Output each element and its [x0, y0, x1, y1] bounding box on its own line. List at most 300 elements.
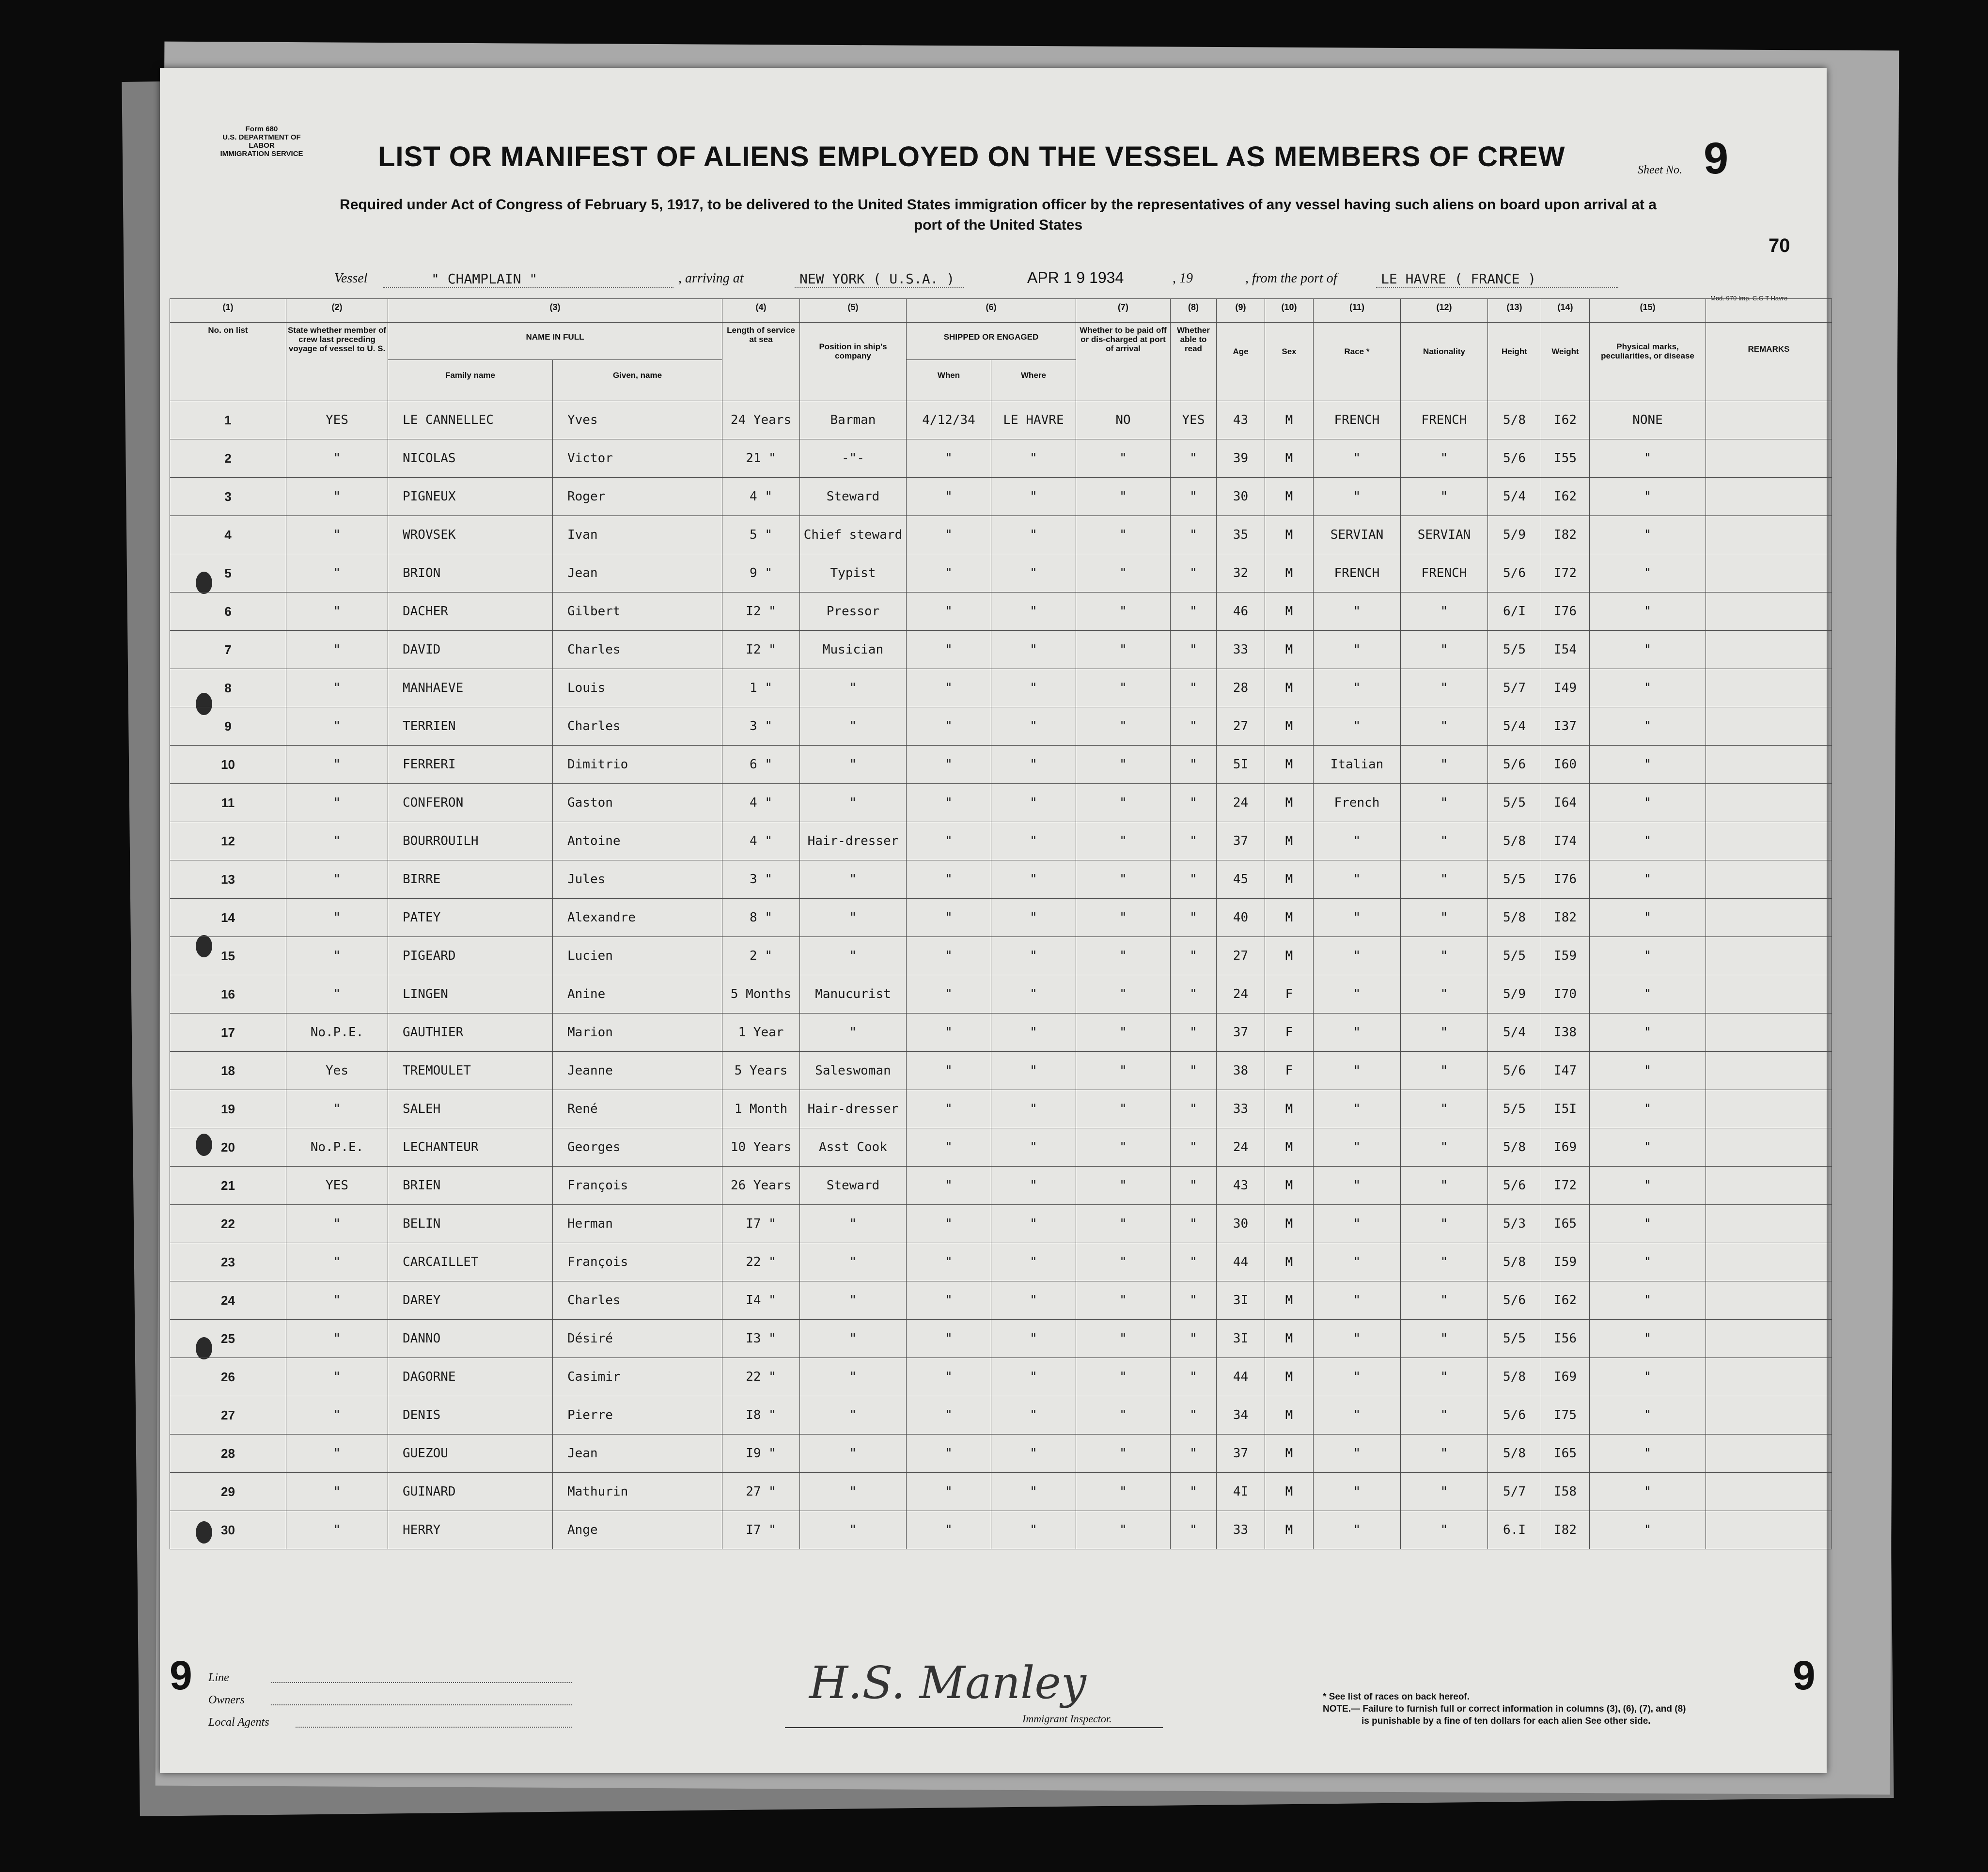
physical-marks-cell: " — [1590, 1052, 1706, 1090]
header-paid-off: Whether to be paid off or dis-charged at port of arrival — [1076, 323, 1171, 401]
height-cell: 6/I — [1488, 593, 1541, 631]
age-cell: 33 — [1217, 1090, 1265, 1128]
when-cell: 4/12/34 — [907, 401, 991, 439]
length-service-cell: 4 " — [722, 784, 800, 822]
given-name-cell: Alexandre — [553, 899, 722, 937]
sheet-number-label: Sheet No. — [1638, 164, 1682, 176]
race-cell: " — [1314, 1511, 1401, 1549]
physical-marks-cell: " — [1590, 1320, 1706, 1358]
signature-line — [785, 1727, 1163, 1728]
remarks-cell — [1706, 1473, 1832, 1511]
sex-cell: M — [1265, 1090, 1314, 1128]
height-cell: 5/9 — [1488, 975, 1541, 1014]
paid-off-cell: " — [1076, 478, 1171, 516]
row-number: 27 — [170, 1396, 286, 1435]
row-number: 17 — [170, 1014, 286, 1052]
row-number: 19 — [170, 1090, 286, 1128]
table-row — [170, 1052, 1832, 1090]
when-cell: " — [907, 937, 991, 975]
able-read-cell: " — [1171, 822, 1217, 860]
row-number: 6 — [170, 593, 286, 631]
age-cell: 24 — [1217, 975, 1265, 1014]
where-cell: " — [991, 1243, 1076, 1281]
subtitle-line-1: Required under Act of Congress of February 5, 1917, to be delivered to the United States immigration officer by the representatives of any vessel having such aliens on board upon arrival at a — [340, 197, 1657, 213]
physical-marks-cell: " — [1590, 478, 1706, 516]
age-cell: 38 — [1217, 1052, 1265, 1090]
row-number: 5 — [170, 554, 286, 593]
nationality-cell: " — [1401, 975, 1488, 1014]
nationality-cell: FRENCH — [1401, 401, 1488, 439]
sex-cell: F — [1265, 1052, 1314, 1090]
header-where: Where — [991, 360, 1076, 401]
nationality-cell: " — [1401, 478, 1488, 516]
row-number: 13 — [170, 860, 286, 899]
inspector-label: Immigrant Inspector. — [1022, 1713, 1112, 1725]
position-cell: " — [800, 1320, 907, 1358]
family-name-cell: CARCAILLET — [388, 1243, 553, 1281]
sex-cell: M — [1265, 516, 1314, 554]
form-department: U.S. DEPARTMENT OF LABOR — [222, 133, 301, 150]
when-cell: " — [907, 478, 991, 516]
column-number-blank — [1706, 299, 1832, 323]
race-cell: " — [1314, 899, 1401, 937]
last-voyage-cell: " — [286, 975, 388, 1014]
given-name-cell: René — [553, 1090, 722, 1128]
table-row — [170, 1090, 1832, 1128]
race-cell: " — [1314, 669, 1401, 707]
last-voyage-cell: " — [286, 1511, 388, 1549]
given-name-cell: Pierre — [553, 1396, 722, 1435]
given-name-cell: Charles — [553, 631, 722, 669]
height-cell: 5/4 — [1488, 707, 1541, 746]
column-number: (12) — [1401, 299, 1488, 323]
race-cell: French — [1314, 784, 1401, 822]
when-cell: " — [907, 784, 991, 822]
height-cell: 5/8 — [1488, 1358, 1541, 1396]
age-cell: 44 — [1217, 1358, 1265, 1396]
where-cell: " — [991, 975, 1076, 1014]
header-length-service: Length of service at sea — [722, 323, 800, 401]
length-service-cell: 6 " — [722, 746, 800, 784]
where-cell: " — [991, 1358, 1076, 1396]
where-cell: " — [991, 1435, 1076, 1473]
table-row — [170, 1396, 1832, 1435]
position-cell: -"- — [800, 439, 907, 478]
header-race: Race * — [1314, 323, 1401, 401]
last-voyage-cell: " — [286, 439, 388, 478]
given-name-cell: Gaston — [553, 784, 722, 822]
height-cell: 5/6 — [1488, 1396, 1541, 1435]
remarks-cell — [1706, 401, 1832, 439]
weight-cell: I64 — [1541, 784, 1590, 822]
weight-cell: I60 — [1541, 746, 1590, 784]
last-voyage-cell: " — [286, 554, 388, 593]
last-voyage-cell: YES — [286, 1167, 388, 1205]
family-name-cell: BELIN — [388, 1205, 553, 1243]
row-number: 2 — [170, 439, 286, 478]
physical-marks-cell: NONE — [1590, 401, 1706, 439]
remarks-cell — [1706, 860, 1832, 899]
weight-cell: I58 — [1541, 1473, 1590, 1511]
table-row — [170, 746, 1832, 784]
remarks-cell — [1706, 1396, 1832, 1435]
position-cell: " — [800, 860, 907, 899]
column-number: (15) — [1590, 299, 1706, 323]
able-read-cell: " — [1171, 554, 1217, 593]
page-count: 70 — [1769, 235, 1790, 256]
height-cell: 5/8 — [1488, 899, 1541, 937]
penalty-note-1: NOTE.— Failure to furnish full or correct information in columns (3), (6), (7), and (8) — [1323, 1704, 1686, 1714]
height-cell: 5/6 — [1488, 554, 1541, 593]
age-cell: 27 — [1217, 707, 1265, 746]
when-cell: " — [907, 707, 991, 746]
race-cell: " — [1314, 1358, 1401, 1396]
table-row — [170, 1167, 1832, 1205]
position-cell: Pressor — [800, 593, 907, 631]
given-name-cell: Antoine — [553, 822, 722, 860]
where-cell: " — [991, 707, 1076, 746]
remarks-cell — [1706, 516, 1832, 554]
when-cell: " — [907, 975, 991, 1014]
nationality-cell: " — [1401, 707, 1488, 746]
race-cell: " — [1314, 1243, 1401, 1281]
paid-off-cell: " — [1076, 1320, 1171, 1358]
last-voyage-cell: YES — [286, 401, 388, 439]
remarks-cell — [1706, 975, 1832, 1014]
race-cell: " — [1314, 631, 1401, 669]
year-label: , 19 — [1173, 271, 1193, 286]
length-service-cell: 10 Years — [722, 1128, 800, 1167]
family-name-cell: GUINARD — [388, 1473, 553, 1511]
race-cell: " — [1314, 937, 1401, 975]
length-service-cell: 22 " — [722, 1243, 800, 1281]
height-cell: 5/5 — [1488, 860, 1541, 899]
table-row — [170, 1358, 1832, 1396]
physical-marks-cell: " — [1590, 784, 1706, 822]
height-cell: 5/3 — [1488, 1205, 1541, 1243]
header-shipped: SHIPPED OR ENGAGED — [907, 323, 1076, 360]
age-cell: 35 — [1217, 516, 1265, 554]
arrival-date-stamp: APR 1 9 1934 — [1027, 269, 1124, 286]
remarks-cell — [1706, 1128, 1832, 1167]
race-cell: " — [1314, 860, 1401, 899]
able-read-cell: " — [1171, 1014, 1217, 1052]
when-cell: " — [907, 1167, 991, 1205]
header-last-voyage: State whether member of crew last preceding voyage of vessel to U. S. — [286, 323, 388, 401]
position-cell: " — [800, 746, 907, 784]
nationality-cell: " — [1401, 631, 1488, 669]
row-number: 14 — [170, 899, 286, 937]
weight-cell: I62 — [1541, 401, 1590, 439]
paid-off-cell: " — [1076, 937, 1171, 975]
table-row — [170, 1243, 1832, 1281]
physical-marks-cell: " — [1590, 937, 1706, 975]
remarks-cell — [1706, 478, 1832, 516]
given-name-cell: Jean — [553, 554, 722, 593]
remarks-cell — [1706, 439, 1832, 478]
able-read-cell: " — [1171, 1358, 1217, 1396]
column-number: (2) — [286, 299, 388, 323]
paid-off-cell: " — [1076, 1473, 1171, 1511]
remarks-cell — [1706, 899, 1832, 937]
race-cell: " — [1314, 1014, 1401, 1052]
sex-cell: M — [1265, 593, 1314, 631]
able-read-cell: " — [1171, 516, 1217, 554]
last-voyage-cell: " — [286, 746, 388, 784]
sex-cell: M — [1265, 478, 1314, 516]
line-underline — [271, 1682, 572, 1683]
paid-off-cell: " — [1076, 1243, 1171, 1281]
table-row — [170, 1435, 1832, 1473]
header-no-on-list: No. on list — [170, 323, 286, 401]
able-read-cell: " — [1171, 937, 1217, 975]
from-underline — [1376, 287, 1618, 288]
when-cell: " — [907, 439, 991, 478]
table-row — [170, 822, 1832, 860]
agents-label: Local Agents — [208, 1716, 269, 1729]
sex-cell: M — [1265, 1396, 1314, 1435]
sex-cell: M — [1265, 899, 1314, 937]
age-cell: 37 — [1217, 822, 1265, 860]
race-cell: " — [1314, 1167, 1401, 1205]
physical-marks-cell: " — [1590, 1014, 1706, 1052]
length-service-cell: I8 " — [722, 1396, 800, 1435]
nationality-cell: " — [1401, 1281, 1488, 1320]
header-age: Age — [1217, 323, 1265, 401]
where-cell: " — [991, 1167, 1076, 1205]
sex-cell: M — [1265, 1281, 1314, 1320]
remarks-cell — [1706, 1243, 1832, 1281]
family-name-cell: DENIS — [388, 1396, 553, 1435]
given-name-cell: François — [553, 1167, 722, 1205]
row-number: 12 — [170, 822, 286, 860]
given-name-cell: Charles — [553, 1281, 722, 1320]
paid-off-cell: " — [1076, 631, 1171, 669]
nationality-cell: " — [1401, 1243, 1488, 1281]
where-cell: " — [991, 1014, 1076, 1052]
where-cell: " — [991, 439, 1076, 478]
row-number: 15 — [170, 937, 286, 975]
age-cell: 3I — [1217, 1281, 1265, 1320]
sex-cell: M — [1265, 746, 1314, 784]
remarks-cell — [1706, 1358, 1832, 1396]
able-read-cell: " — [1171, 860, 1217, 899]
length-service-cell: 5 " — [722, 516, 800, 554]
weight-cell: I59 — [1541, 937, 1590, 975]
where-cell: " — [991, 1205, 1076, 1243]
position-cell: " — [800, 1511, 907, 1549]
given-name-cell: Anine — [553, 975, 722, 1014]
when-cell: " — [907, 1052, 991, 1090]
paid-off-cell: " — [1076, 1052, 1171, 1090]
last-voyage-cell: " — [286, 593, 388, 631]
able-read-cell: " — [1171, 899, 1217, 937]
race-cell: " — [1314, 1396, 1401, 1435]
arriving-port: NEW YORK ( U.S.A. ) — [799, 271, 955, 287]
paid-off-cell: " — [1076, 1435, 1171, 1473]
page-subtitle — [213, 195, 1783, 235]
physical-marks-cell: " — [1590, 1243, 1706, 1281]
weight-cell: I49 — [1541, 669, 1590, 707]
physical-marks-cell: " — [1590, 822, 1706, 860]
family-name-cell: HERRY — [388, 1511, 553, 1549]
able-read-cell: " — [1171, 439, 1217, 478]
table-row — [170, 401, 1832, 439]
arriving-label: , arriving at — [678, 271, 744, 286]
length-service-cell: 24 Years — [722, 401, 800, 439]
column-number: (5) — [800, 299, 907, 323]
table-row — [170, 439, 1832, 478]
length-service-cell: 26 Years — [722, 1167, 800, 1205]
sheet-number-block — [1638, 133, 1728, 184]
row-number: 20 — [170, 1128, 286, 1167]
remarks-cell — [1706, 1320, 1832, 1358]
physical-marks-cell: " — [1590, 631, 1706, 669]
last-voyage-cell: " — [286, 1281, 388, 1320]
weight-cell: I75 — [1541, 1396, 1590, 1435]
length-service-cell: 27 " — [722, 1473, 800, 1511]
race-cell: " — [1314, 439, 1401, 478]
paid-off-cell: " — [1076, 1511, 1171, 1549]
weight-cell: I37 — [1541, 707, 1590, 746]
inspector-signature: H.S. Manley — [809, 1657, 1086, 1709]
age-cell: 37 — [1217, 1435, 1265, 1473]
table-row — [170, 707, 1832, 746]
sex-cell: M — [1265, 822, 1314, 860]
age-cell: 24 — [1217, 1128, 1265, 1167]
row-number: 11 — [170, 784, 286, 822]
footer-fields — [208, 1671, 644, 1738]
able-read-cell: " — [1171, 784, 1217, 822]
row-number: 28 — [170, 1435, 286, 1473]
when-cell: " — [907, 1128, 991, 1167]
age-cell: 40 — [1217, 899, 1265, 937]
able-read-cell: " — [1171, 1090, 1217, 1128]
arriving-underline — [795, 287, 964, 288]
remarks-cell — [1706, 1281, 1832, 1320]
race-cell: FRENCH — [1314, 554, 1401, 593]
where-cell: " — [991, 1128, 1076, 1167]
table-row — [170, 1320, 1832, 1358]
position-cell: Steward — [800, 1167, 907, 1205]
manifest-rows — [170, 401, 1832, 1549]
position-cell: " — [800, 899, 907, 937]
header-height: Height — [1488, 323, 1541, 401]
last-voyage-cell: " — [286, 516, 388, 554]
sex-cell: F — [1265, 975, 1314, 1014]
table-row — [170, 516, 1832, 554]
position-cell: Chief steward — [800, 516, 907, 554]
where-cell: " — [991, 631, 1076, 669]
when-cell: " — [907, 1396, 991, 1435]
column-number: (4) — [722, 299, 800, 323]
family-name-cell: SALEH — [388, 1090, 553, 1128]
paid-off-cell: " — [1076, 1358, 1171, 1396]
corner-number-right: 9 — [1793, 1653, 1816, 1698]
paid-off-cell: " — [1076, 899, 1171, 937]
paid-off-cell: " — [1076, 1281, 1171, 1320]
row-number: 24 — [170, 1281, 286, 1320]
races-note: * See list of races on back hereof. — [1323, 1692, 1470, 1702]
weight-cell: I72 — [1541, 1167, 1590, 1205]
physical-marks-cell: " — [1590, 707, 1706, 746]
nationality-cell: " — [1401, 439, 1488, 478]
length-service-cell: 9 " — [722, 554, 800, 593]
height-cell: 5/8 — [1488, 401, 1541, 439]
height-cell: 5/6 — [1488, 1281, 1541, 1320]
column-number: (3) — [388, 299, 722, 323]
race-cell: " — [1314, 1052, 1401, 1090]
row-number: 8 — [170, 669, 286, 707]
height-cell: 5/8 — [1488, 1435, 1541, 1473]
length-service-cell: 3 " — [722, 707, 800, 746]
family-name-cell: DAREY — [388, 1281, 553, 1320]
nationality-cell: " — [1401, 593, 1488, 631]
family-name-cell: CONFERON — [388, 784, 553, 822]
table-row — [170, 899, 1832, 937]
length-service-cell: 4 " — [722, 822, 800, 860]
length-service-cell: I9 " — [722, 1435, 800, 1473]
column-number-row — [170, 299, 1832, 323]
position-cell: " — [800, 1281, 907, 1320]
where-cell: " — [991, 822, 1076, 860]
height-cell: 5/6 — [1488, 746, 1541, 784]
sex-cell: M — [1265, 1435, 1314, 1473]
when-cell: " — [907, 1473, 991, 1511]
nationality-cell: " — [1401, 937, 1488, 975]
weight-cell: I76 — [1541, 860, 1590, 899]
last-voyage-cell: " — [286, 1243, 388, 1281]
given-name-cell: Mathurin — [553, 1473, 722, 1511]
race-cell: " — [1314, 593, 1401, 631]
row-number: 7 — [170, 631, 286, 669]
weight-cell: I59 — [1541, 1243, 1590, 1281]
race-cell: " — [1314, 707, 1401, 746]
able-read-cell: " — [1171, 1128, 1217, 1167]
row-number: 23 — [170, 1243, 286, 1281]
sex-cell: M — [1265, 1205, 1314, 1243]
table-row — [170, 1511, 1832, 1549]
physical-marks-cell: " — [1590, 1281, 1706, 1320]
given-name-cell: Gilbert — [553, 593, 722, 631]
age-cell: 5I — [1217, 746, 1265, 784]
nationality-cell: " — [1401, 860, 1488, 899]
position-cell: " — [800, 1473, 907, 1511]
position-cell: Asst Cook — [800, 1128, 907, 1167]
header-position: Position in ship's company — [800, 323, 907, 401]
when-cell: " — [907, 899, 991, 937]
vessel-label: Vessel — [334, 271, 368, 286]
when-cell: " — [907, 1243, 991, 1281]
form-number: Form 680 — [245, 125, 278, 133]
race-cell: " — [1314, 1205, 1401, 1243]
given-name-cell: Ange — [553, 1511, 722, 1549]
position-cell: " — [800, 1014, 907, 1052]
race-cell: " — [1314, 1473, 1401, 1511]
row-number: 18 — [170, 1052, 286, 1090]
when-cell: " — [907, 822, 991, 860]
able-read-cell: " — [1171, 1243, 1217, 1281]
age-cell: 27 — [1217, 937, 1265, 975]
sex-cell: M — [1265, 707, 1314, 746]
given-name-cell: Victor — [553, 439, 722, 478]
sex-cell: M — [1265, 860, 1314, 899]
family-name-cell: WROVSEK — [388, 516, 553, 554]
where-cell: " — [991, 784, 1076, 822]
height-cell: 5/5 — [1488, 1090, 1541, 1128]
nationality-cell: " — [1401, 1167, 1488, 1205]
table-row — [170, 593, 1832, 631]
